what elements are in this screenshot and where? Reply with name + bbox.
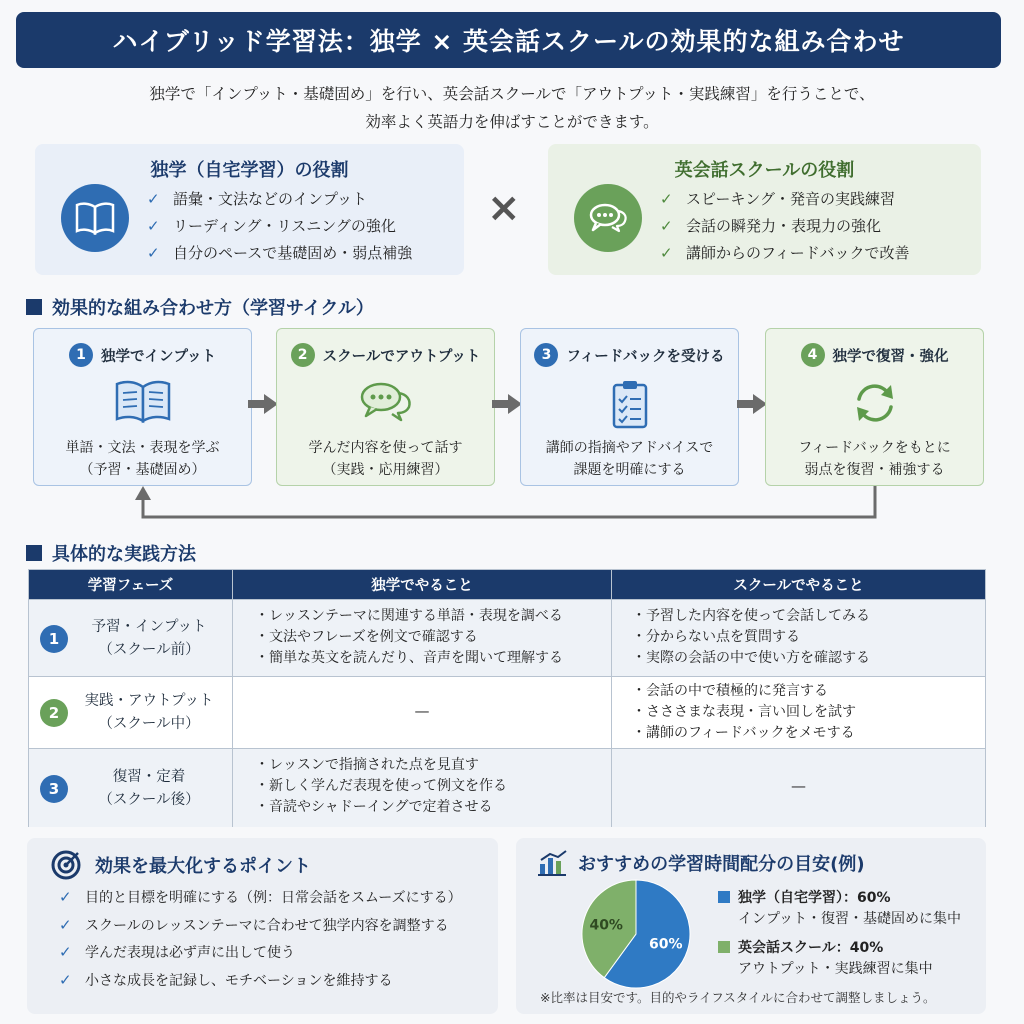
self-study-role-box [35,144,464,275]
pie-slice-label: 40% [589,917,623,934]
check-icon: ✓ [59,888,72,906]
step-line-2: （実践・応用練習） [322,462,449,478]
check-icon: ✓ [59,970,72,989]
phase-timing: （スクール前） [98,641,200,658]
legend-desc-self: インプット・復習・基礎固めに集中 [738,911,962,927]
self-tasks: ・レッスンテーマに関連する単語・表現を調べる ・文法やフレーズを例文で確認する ・簡単な英文を読んだり、音声を聞いて理解する [255,608,563,666]
list-item: ✓ スクールのレッスンテーマに合わせて独学内容を調整する [59,912,462,940]
cycle-step-2 [276,328,495,486]
tips-title: 効果を最大化するポイント [95,856,311,877]
check-icon: ✓ [59,915,72,934]
table-row [29,676,985,748]
check-icon: ✓ [147,190,160,208]
cycle-step-4 [765,328,984,486]
pie-legend [718,886,961,986]
list-item: ✓ 講師からのフィードバックで改善 [660,240,910,267]
intro-text [40,80,984,136]
loop-back-arrow [130,484,890,524]
column-divider [232,570,233,827]
step-title: 独学でインプット [101,348,216,365]
arrow-right-icon [248,392,278,416]
list-item: ✓ 小さな成長を記録し、モチベーションを維持する [59,967,462,995]
step-number: 4 [801,343,825,367]
page-title: ハイブリッド学習法：独学 × 英会話スクールの効果的な組み合わせ [16,12,1001,68]
step-line-1: フィードバックをもとに [798,440,951,456]
clipboard-checklist-icon [521,379,738,429]
intro-line-1: 独学で「インプット・基礎固め」を行い、英会話スクールで「アウトプット・実践練習」を行うことで、 [149,85,875,103]
list-item: ✓ スピーキング・発音の実践練習 [660,186,910,213]
check-icon: ✓ [59,943,72,961]
pie-slice-label: 60% [649,936,683,953]
check-icon: ✓ [660,217,673,235]
check-icon: ✓ [660,190,673,208]
allocation-note: ※比率は目安です。目的やライフスタイルに合わせて調整しましょう。 [540,990,936,1005]
phase-number: 2 [40,699,68,727]
table-row [29,748,985,827]
tips-box [27,838,498,1014]
check-icon: ✓ [147,217,160,235]
check-icon: ✓ [147,244,160,262]
legend-item-self: 独学（自宅学習）：60% [718,886,961,908]
step-number: 1 [69,343,93,367]
heading-marker [26,545,42,561]
step-number: 2 [291,343,315,367]
table-header-school: スクールでやること [612,570,985,599]
bar-chart-icon [538,850,568,876]
list-item: ✓ 学んだ表現は必ず声に出して使う [59,939,462,967]
empty-cell-dash: — [414,702,430,720]
table-header-self: 独学でやること [233,570,611,599]
phase-name: 復習・定着 [112,768,186,785]
list-item: ✓ リーディング・リスニングの強化 [147,213,412,240]
open-book-icon [34,379,251,425]
cycle-step-3 [520,328,739,486]
phase-number: 1 [40,625,68,653]
self-tasks: ・レッスンで指摘された点を見直す ・新しく学んだ表現を使って例文を作る ・音読やシャドーイングで定着させる [255,757,507,815]
step-line-2: 弱点を復習・補強する [804,462,945,478]
list-item: ✓ 目的と目標を明確にする（例：日常会話をスムーズにする） [59,884,462,912]
legend-swatch [718,891,730,903]
check-icon: ✓ [660,244,673,262]
cycle-step-1 [33,328,252,486]
legend-desc-school: アウトプット・実践練習に集中 [738,961,933,977]
step-title: フィードバックを受ける [566,348,725,365]
step-line-1: 講師の指摘やアドバイスで [545,440,714,456]
intro-line-2: 効率よく英語力を伸ばすことができます。 [365,113,659,131]
allocation-title: おすすめの学習時間配分の目安(例) [578,854,865,875]
step-number: 3 [534,343,558,367]
column-divider [611,570,612,827]
school-role-list [660,186,910,267]
step-line-2: 課題を明確にする [573,462,686,478]
book-icon [61,184,129,252]
table-header-phase: 学習フェーズ [29,570,232,599]
school-role-box [548,144,981,275]
practice-heading: 具体的な実践方法 [26,540,196,566]
practice-table [28,569,986,827]
step-line-1: 単語・文法・表現を学ぶ [65,440,220,456]
phase-name: 実践・アウトプット [84,693,214,709]
times-symbol: × [487,185,521,231]
allocation-pie-chart [580,878,692,990]
phase-timing: （スクール中） [98,716,200,732]
step-line-1: 学んだ内容を使って話す [308,440,463,456]
tips-list [59,884,462,994]
step-title: 独学で復習・強化 [832,348,949,365]
legend-swatch [718,941,730,953]
refresh-icon [766,379,983,427]
school-tasks: ・予習した内容を使って会話してみる ・分からない点を質問する ・実際の会話の中で使い方を確認する [632,608,870,666]
table-row [29,599,985,676]
arrow-right-icon [492,392,522,416]
legend-item-school: 英会話スクール：40% [718,936,961,958]
list-item: ✓ 自分のペースで基礎固め・弱点補強 [147,240,412,267]
target-icon [51,850,81,880]
self-study-role-title: 独学（自宅学習）の役割 [150,160,349,181]
self-study-role-list [147,186,412,267]
speech-bubbles-icon [277,379,494,425]
list-item: ✓ 語彙・文法などのインプット [147,186,412,213]
list-item: ✓ 会話の瞬発力・表現力の強化 [660,213,910,240]
cycle-heading: 効果的な組み合わせ方（学習サイクル） [26,294,374,320]
empty-cell-dash: — [791,777,806,795]
phase-number: 3 [40,775,68,803]
step-line-2: （予習・基礎固め） [79,462,206,478]
school-tasks: ・会話の中で積極的に発言する ・さささまな表現・言い回しを試す ・講師のフィードバックをメモする [632,683,856,741]
phase-name: 予習・インプット [91,618,207,635]
chat-icon [574,184,642,252]
step-title: スクールでアウトプット [322,348,481,365]
school-role-title: 英会話スクールの役割 [674,160,855,181]
phase-timing: （スクール後） [98,791,200,808]
arrow-right-icon [737,392,767,416]
heading-marker [26,299,42,315]
